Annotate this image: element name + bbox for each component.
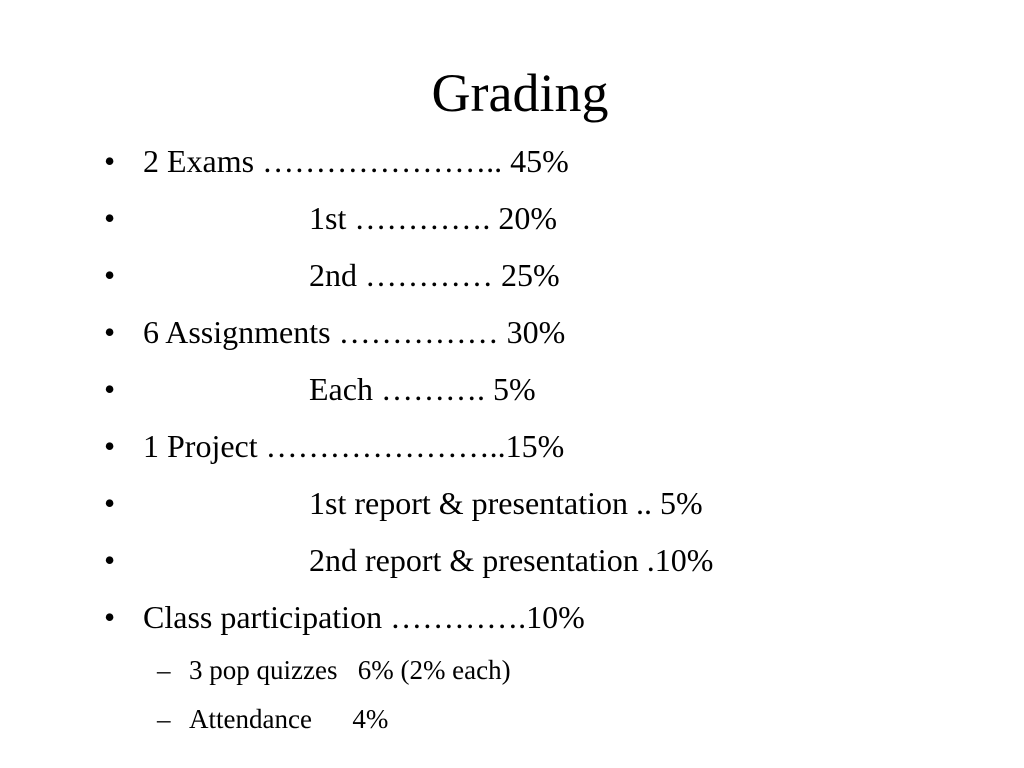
list-item-exam-1 [0, 196, 1000, 240]
list-item-text: 1 Project …………………..15% [143, 428, 565, 464]
list-item-exam-2 [0, 253, 1000, 297]
bullet-icon: • [104, 599, 116, 635]
list-item-report-1 [0, 481, 1000, 525]
list-item-text: 6 Assignments …………… 30% [143, 314, 566, 350]
sub-item-text: 3 pop quizzes 6% (2% each) [189, 655, 511, 685]
bullet-icon: • [104, 200, 116, 236]
bullet-icon: • [104, 314, 116, 350]
dash-icon: – [157, 704, 171, 734]
list-item-text: 2nd ………… 25% [309, 257, 560, 293]
bullet-icon: • [104, 143, 116, 179]
list-item-text: 1st report & presentation .. 5% [309, 485, 703, 521]
sub-item-pop-quizzes [0, 652, 1000, 688]
list-item-text: 1st …………. 20% [309, 200, 557, 236]
list-item-assignment-each [0, 367, 1000, 411]
dash-icon: – [157, 655, 171, 685]
list-item-project [0, 424, 1000, 468]
list-item-report-2 [0, 538, 1000, 582]
list-item-text: 2 Exams ………………….. 45% [143, 143, 569, 179]
bullet-icon: • [104, 257, 116, 293]
list-item-assignments [0, 310, 1000, 354]
bullet-icon: • [104, 542, 116, 578]
slide-title: Grading [431, 63, 609, 123]
sub-item-attendance [0, 701, 1000, 737]
sub-item-text: Attendance 4% [189, 704, 389, 734]
list-item-participation [0, 595, 1000, 639]
list-item-text: 2nd report & presentation .10% [309, 542, 714, 578]
list-item-exams [0, 139, 1000, 183]
list-item-text: Class participation ………….10% [143, 599, 585, 635]
bullet-icon: • [104, 371, 116, 407]
bullet-icon: • [104, 485, 116, 521]
bullet-icon: • [104, 428, 116, 464]
list-item-text: Each ………. 5% [309, 371, 536, 407]
